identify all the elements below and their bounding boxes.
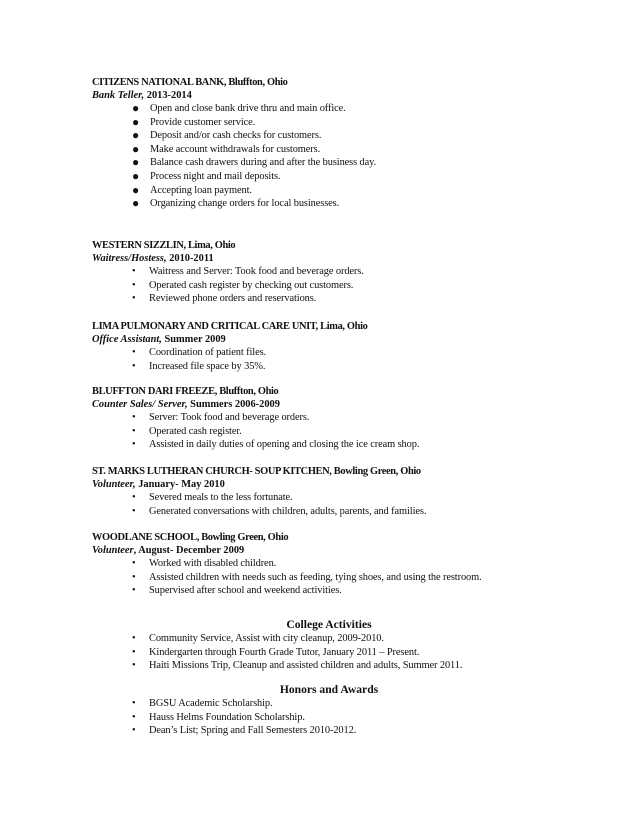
bullet-icon: • (132, 360, 136, 372)
list-item: • Kindergarten through Fourth Grade Tutor, January 2011 – Present. (132, 646, 420, 658)
bullet-icon: • (132, 558, 136, 569)
job-woodlane-school (92, 531, 612, 598)
job-title: Office Assistant, (92, 334, 162, 345)
bullet-icon: • (132, 571, 136, 583)
job-dates: 2010-2011 (169, 253, 214, 264)
list-item: • Waitress and Server: Took food and beverage orders. (132, 266, 364, 277)
job-title: Volunteer (92, 545, 134, 556)
job-citizens-national-bank (92, 76, 612, 211)
bullet-icon: • (132, 293, 136, 305)
job-role (92, 398, 612, 411)
list-item: • Server: Took food and beverage orders. (132, 412, 310, 423)
bullet-icon: • (132, 266, 136, 277)
honors-awards-heading: Honors and Awards (279, 683, 379, 696)
list-item: • BGSU Academic Scholarship. (132, 698, 273, 709)
bullet-icon: • (132, 439, 136, 451)
list-item: • Reviewed phone orders and reservations. (132, 293, 317, 305)
job-org: CITIZENS NATIONAL BANK, Bluffton, Ohio (92, 77, 288, 88)
list-item: • Worked with disabled children. (132, 558, 277, 569)
list-item: ● Provide customer service. (132, 114, 256, 129)
job-dates: Summers 2006-2009 (190, 399, 280, 410)
job-duties-list (92, 557, 612, 598)
bullet-icon: • (132, 585, 136, 597)
job-dates: Summer 2009 (164, 334, 226, 345)
list-item: • Hauss Helms Foundation Scholarship. (132, 711, 305, 723)
list-item: ● Make account withdrawals for customers. (132, 141, 321, 156)
job-duties-list (92, 346, 612, 373)
job-role (92, 333, 612, 346)
list-item: ● Open and close bank drive thru and main office. (132, 101, 346, 115)
list-item: • Generated conversations with children, adults, parents, and families. (132, 505, 427, 517)
bullet-icon: ● (132, 155, 140, 170)
bullet-icon: • (132, 505, 136, 517)
list-item: • Operated cash register by checking out customers. (132, 279, 354, 291)
list-item: • Assisted in daily duties of opening and closing the ice cream shop. (132, 439, 420, 451)
list-item: ● Accepting loan payment. (132, 182, 252, 197)
job-dates: January- May 2010 (138, 479, 225, 490)
bullet-icon: • (132, 646, 136, 658)
job-dates: , August- December 2009 (133, 545, 245, 556)
job-title: Volunteer, (92, 479, 136, 490)
job-duties-list (92, 491, 612, 518)
honors-awards-section (92, 697, 612, 738)
honors-awards-list (92, 697, 612, 738)
bullet-icon: • (132, 711, 136, 723)
bullet-icon: • (132, 633, 136, 644)
list-item: • Assisted children with needs such as feeding, tying shoes, and using the restroom. (132, 571, 482, 583)
bullet-icon: ● (132, 128, 140, 143)
job-org: WESTERN SIZZLIN, Lima, Ohio (92, 240, 236, 251)
bullet-icon: ● (132, 101, 140, 115)
job-lima-pulmonary (92, 320, 612, 373)
bullet-icon: • (132, 347, 136, 358)
list-item: ● Organizing change orders for local businesses. (132, 196, 340, 211)
job-title: Counter Sales/ Server, (92, 399, 188, 410)
college-activities-heading: College Activities (286, 618, 372, 631)
list-item: • Community Service, Assist with city cleanup, 2009-2010. (132, 633, 384, 644)
list-item: • Severed meals to the less fortunate. (132, 492, 293, 503)
job-bluffton-dari-freeze (92, 385, 612, 452)
bullet-icon: ● (132, 114, 140, 129)
list-item: • Coordination of patient files. (132, 347, 267, 358)
bullet-icon: ● (132, 182, 140, 197)
job-western-sizzlin (92, 239, 612, 306)
job-role (92, 478, 612, 491)
bullet-icon: • (132, 412, 136, 423)
bullet-icon: • (132, 660, 136, 672)
job-org: LIMA PULMONARY AND CRITICAL CARE UNIT, Lima, Ohio (92, 321, 368, 332)
job-role (92, 544, 612, 557)
bullet-icon: • (132, 698, 136, 709)
list-item: • Supervised after school and weekend activities. (132, 585, 342, 597)
list-item: ● Deposit and/or cash checks for customers. (132, 128, 322, 143)
bullet-icon: ● (132, 168, 140, 183)
job-title: Waitress/Hostess, (92, 253, 167, 264)
bullet-icon: • (132, 425, 136, 437)
job-org: WOODLANE SCHOOL, Bowling Green, Ohio (92, 532, 289, 543)
job-duties-list (92, 102, 612, 211)
bullet-icon: • (132, 492, 136, 503)
list-item: ● Process night and mail deposits. (132, 168, 281, 183)
bullet-icon: • (132, 725, 136, 737)
job-title: Bank Teller, (92, 90, 145, 101)
list-item: • Increased file space by 35%. (132, 360, 266, 372)
job-role (92, 89, 612, 102)
college-activities-section (92, 632, 612, 673)
job-org: ST. MARKS LUTHERAN CHURCH- SOUP KITCHEN, Bowling Green, Ohio (92, 466, 421, 477)
bullet-icon: ● (132, 196, 140, 211)
list-item: • Operated cash register. (132, 425, 242, 437)
list-item: • Haiti Missions Trip, Cleanup and assisted children and adults, Summer 2011. (132, 660, 463, 672)
job-org: BLUFFTON DARI FREEZE, Bluffton, Ohio (92, 386, 279, 397)
job-role (92, 252, 612, 265)
college-activities-list (92, 632, 612, 673)
job-duties-list (92, 411, 612, 452)
job-duties-list (92, 265, 612, 306)
job-dates: 2013-2014 (146, 90, 192, 101)
job-st-marks-soup-kitchen (92, 465, 612, 518)
bullet-icon: • (132, 279, 136, 291)
list-item: • Dean’s List; Spring and Fall Semesters 2010-2012. (132, 725, 357, 737)
bullet-icon: ● (132, 141, 140, 156)
list-item: ● Balance cash drawers during and after the business day. (132, 155, 377, 170)
